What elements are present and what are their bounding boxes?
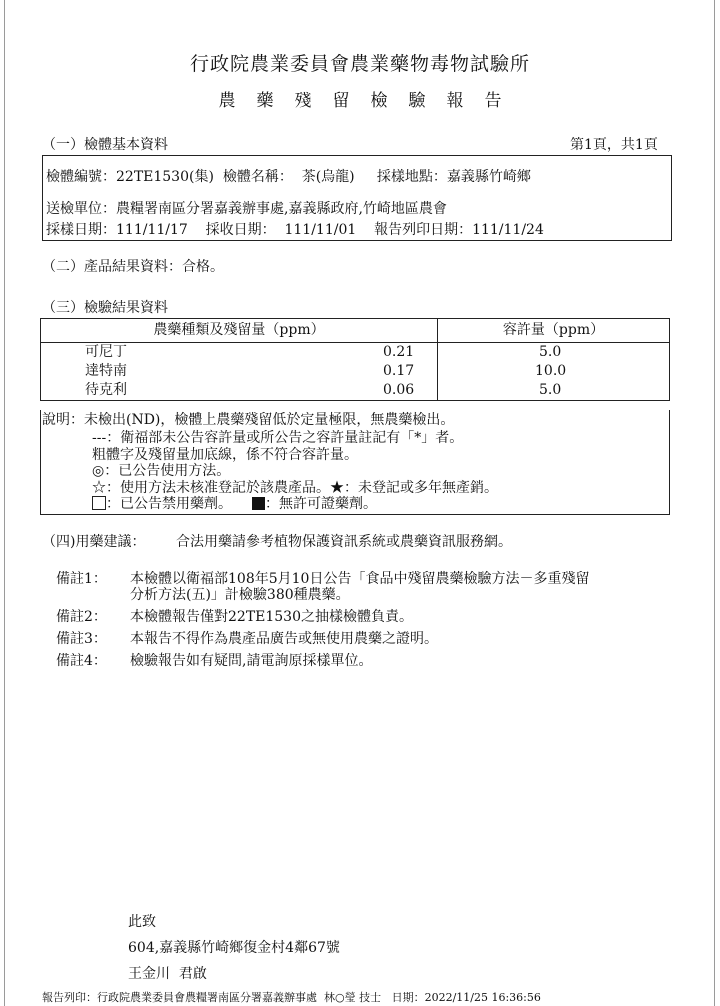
table-row [41, 381, 670, 401]
header-pesticide: 農藥種類及殘留量（ppm） [41, 319, 438, 343]
double-circle-icon: ◎ [92, 463, 105, 479]
residue-value: 0.06 [383, 382, 415, 398]
residue-value: 0.17 [383, 363, 415, 379]
header-limit: 容許量（ppm） [438, 319, 670, 343]
note-line5: ☆：使用方法未核准登記於該農產品。★：未登記或多年無產銷。 [92, 480, 498, 496]
note-line3: 粗體字及殘留量加底線，係不符合容許量。 [92, 447, 358, 463]
white-star-icon: ☆ [92, 480, 106, 496]
pesticide-name: 可尼丁 [85, 344, 127, 360]
remark-text: 本檢體報告僅對22TE1530之抽樣檢體負責。 [130, 609, 414, 625]
results-table [40, 318, 670, 401]
remark-label: 備註3： [56, 631, 107, 647]
note-line6: ：已公告禁用藥劑。 ：無許可證藥劑。 [92, 496, 377, 512]
residue-value: 0.21 [383, 344, 415, 360]
remark-text: 本檢體以衛福部108年5月10日公告「食品中殘留農藥檢驗方法－多重殘留 [130, 571, 590, 587]
basic-info-line2: 送檢單位：農糧署南區分署嘉義辦事處,嘉義縣政府,竹崎地區農會 [46, 201, 447, 217]
section3-heading: （三）檢驗結果資料 [42, 300, 168, 316]
section1-heading: （一）檢體基本資料 [42, 137, 168, 153]
basic-info-line1: 檢體編號：22TE1530(集) 檢體名稱： 茶(烏龍) 採樣地點：嘉義縣竹崎鄉 [46, 169, 531, 185]
closing-salutation: 此致 [128, 914, 156, 930]
note-line4: ◎：已公告使用方法。 [92, 463, 231, 479]
pesticide-name: 達特南 [85, 363, 127, 379]
black-star-icon: ★ [330, 480, 344, 496]
page-border-right [714, 0, 715, 1006]
remark-label: 備註4： [56, 653, 107, 669]
remark-text: 檢驗報告如有疑問,請電詢原採樣單位。 [130, 653, 373, 669]
pesticide-name: 待克利 [85, 382, 127, 398]
table-row [41, 362, 670, 381]
closing-recipient: 王金川 君啟 [128, 966, 207, 982]
remark-text-cont: 分析方法(五)」計檢驗380種農藥。 [130, 587, 350, 603]
limit-value: 5.0 [438, 381, 670, 401]
section2-result: （二）產品結果資料：合格。 [42, 259, 224, 275]
closing-address: 604,嘉義縣竹崎鄉復金村4鄰67號 [128, 940, 340, 956]
table-row [41, 343, 670, 363]
limit-value: 10.0 [438, 362, 670, 381]
limit-value: 5.0 [438, 343, 670, 363]
section4-label: （四)用藥建議： [42, 534, 146, 550]
black-square-icon [252, 497, 265, 510]
note-line2: ---：衛福部未公告容許量或所公告之容許量註記有「*」者。 [92, 430, 464, 446]
basic-info-line3: 採樣日期：111/11/17 採收日期： 111/11/01 報告列印日期：111/11/24 [46, 222, 544, 238]
report-title: 農藥殘留檢驗報告 [218, 91, 523, 111]
page-border-left [4, 0, 5, 1006]
print-footer: 報告列印：行政院農業委員會農糧署南區分署嘉義辦事處 林○瑩 技士 日期：2022/11/25 16:36:56 [42, 991, 541, 1004]
white-square-icon [92, 496, 106, 510]
remark-text: 本報告不得作為農產品廣告或無使用農藥之證明。 [130, 631, 438, 647]
page-info: 第1頁，共1頁 [570, 137, 658, 153]
remark-label: 備註1： [56, 571, 107, 587]
remark-label: 備註2： [56, 609, 107, 625]
table-header-row [41, 319, 670, 343]
section4-text: 合法用藥請參考植物保護資訊系統或農藥資訊服務網。 [176, 534, 512, 550]
org-title: 行政院農業委員會農業藥物毒物試驗所 [189, 53, 530, 75]
note-line1: 說明：未檢出(ND)，檢體上農藥殘留低於定量極限，無農藥檢出。 [42, 412, 455, 428]
